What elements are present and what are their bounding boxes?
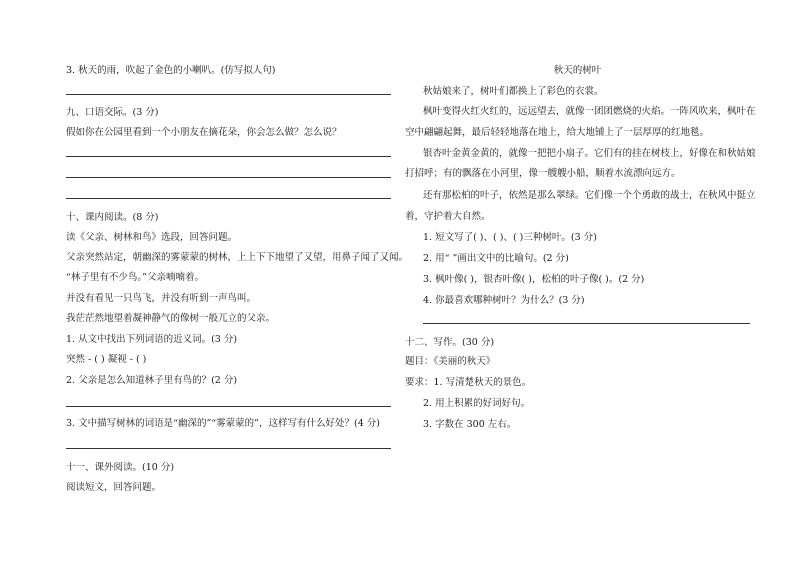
passage-line: “林子里有不少鸟。”父亲喃喃着。 [66, 272, 204, 283]
answer-line[interactable] [66, 448, 391, 449]
section-11-heading: 十一、课外阅读。(10 分) [66, 462, 175, 473]
q3-rewrite-sentence: 3. 秋天的雨，吹起了金色的小喇叭。(仿写拟人句) [66, 65, 276, 76]
question-3: 3. 枫叶像( )，银杏叶像( )，松柏的叶子像( )。(2 分) [423, 274, 645, 285]
question-2: 2. 用“ ”画出文中的比喻句。(2 分) [423, 253, 569, 264]
answer-line[interactable] [66, 156, 391, 157]
passage-line: 打招呼；有的飘落在小河里，像一艘艘小船，顺着水流漂向远方。 [405, 168, 681, 179]
section-9-heading: 九、口语交际。(3 分) [66, 107, 159, 118]
passage-line: 还有那松柏的叶子，依然是那么翠绿。它们像一个个勇敢的战士，在秋风中挺立 [423, 190, 756, 201]
answer-line[interactable] [66, 94, 391, 95]
section-12-heading: 十二、写作。(30 分) [405, 337, 495, 348]
question-1: 1. 短文写了( )、( )、( )三种树叶。(3 分) [423, 232, 597, 243]
passage-line: 并没有看见一只鸟飞，并没有听到一声鸟叫。 [66, 293, 257, 304]
question-1-items: 突然 - ( ) 凝视 - ( ) [66, 354, 147, 365]
passage-line: 银杏叶金黄金黄的，就像一把把小扇子。它们有的挂在树枝上，好像在和秋姑娘 [423, 148, 756, 159]
answer-line[interactable] [423, 323, 750, 324]
passage-line: 秋姑娘来了，树叶们都换上了彩色的衣裳。 [423, 86, 604, 97]
question-2: 2. 父亲是怎么知道林子里有鸟的？(2 分) [66, 375, 238, 386]
section-11-instruction: 阅读短文，回答问题。 [66, 482, 162, 493]
essay-requirement-2: 2. 用上积累的好词好句。 [423, 398, 531, 409]
passage-title: 秋天的树叶 [553, 65, 602, 76]
section-9-prompt: 假如你在公园里看到一个小朋友在摘花朵，你会怎么做？怎么说？ [66, 127, 342, 138]
passage-line: 空中翩翩起舞，最后轻轻地落在地上，给大地铺上了一层厚厚的红地毯。 [405, 127, 710, 138]
question-1: 1. 从文中找出下列词语的近义词。(3 分) [66, 334, 238, 345]
answer-line[interactable] [66, 406, 391, 407]
answer-line[interactable] [66, 198, 391, 199]
passage-line: 着，守护着大自然。 [405, 211, 491, 222]
passage-line: 我茫茫然地望着凝神静气的像树一般兀立的父亲。 [66, 313, 276, 324]
question-4: 4. 你最喜欢哪种树叶？为什么？(3 分) [423, 295, 585, 306]
question-3: 3. 文中描写树林的词语是“幽深的”“雾蒙蒙的”，这样写有什么好处？(4 分) [66, 418, 380, 429]
passage-line: 枫叶变得火红火红的，远远望去，就像一团团燃烧的火焰。一阵风吹来，枫叶在 [423, 106, 756, 117]
essay-requirement-3: 3. 字数在 300 左右。 [423, 419, 517, 430]
passage-line: 父亲突然站定，朝幽深的雾蒙蒙的树林，上上下下地望了又望，用鼻子闻了又闻。 [66, 252, 409, 263]
essay-topic: 题目：《美丽的秋天》 [405, 356, 496, 367]
answer-line[interactable] [66, 177, 391, 178]
section-10-heading: 十、课内阅读。(8 分) [66, 212, 159, 223]
section-10-instruction: 读《父亲、树林和鸟》选段，回答问题。 [66, 232, 238, 243]
essay-requirement-1: 要求：1. 写清楚秋天的景色。 [405, 377, 532, 388]
